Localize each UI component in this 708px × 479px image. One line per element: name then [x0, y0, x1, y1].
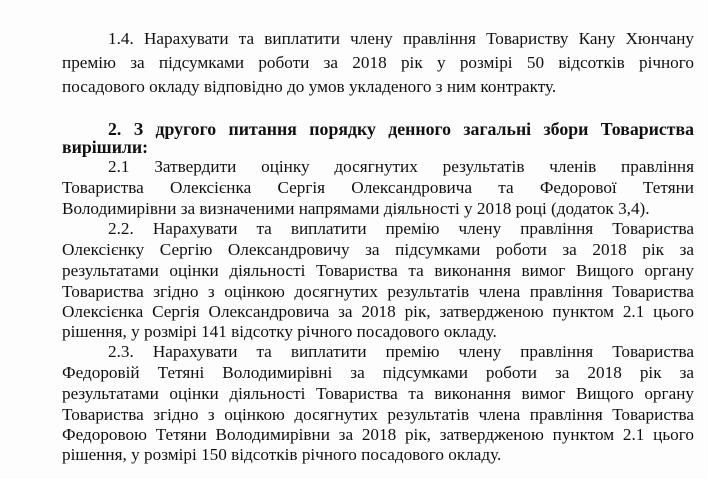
paragraph-line: посадового окладу відповідно до умов укладеного з ним контракту.	[62, 77, 557, 96]
paragraph-line: Федоровою Тетяни Володимирівни за 2018 рік, затвердженою пунктом 2.1 цього	[62, 425, 694, 444]
paragraph-line: рішення, у розмірі 141 відсотку річного посадового окладу.	[62, 322, 497, 341]
paragraph-line: Олексієнку Сергію Олександровичу за підсумками роботи за 2018 рік за	[62, 240, 694, 259]
paragraph-line: Товариства Олексієнка Сергія Олександровича та Федорової Тетяни	[62, 178, 694, 197]
paragraph-line: Федоровій Тетяні Володимирівні за підсумками роботи за 2018 рік за	[62, 363, 694, 382]
paragraph-line: 2.3. Нарахувати та виплатити премію члену правління Товариства	[108, 342, 694, 361]
paragraph-line: Товариства згідно з оцінкою досягнутих результатів члена правління Товариства	[62, 405, 694, 424]
paragraph-line: 1.4. Нарахувати та виплатити члену правління Товариству Кану Хюнчану	[108, 29, 694, 48]
paragraph-line: премію за підсумками роботи за 2018 рік у розмірі 50 відсотків річного	[62, 53, 694, 72]
heading-line: вирішили:	[62, 137, 149, 157]
paragraph-line: Олексієнка Сергія Олександровича за 2018 рік, затвердженою пунктом 2.1 цього	[62, 302, 694, 321]
paragraph-line: 2.2. Нарахувати та виплатити премію члену правління Товариства	[108, 219, 694, 238]
paragraph-line: 2.1 Затвердити оцінку досягнутих результатів членів правління	[108, 157, 694, 176]
heading-line: 2. З другого питання порядку денного загальні збори Товариства	[108, 119, 694, 139]
paragraph-line: Володимирівни за визначеними напрямами діяльності у 2018 році (додаток 3,4).	[62, 199, 650, 218]
paragraph-line: результатами оцінки діяльності Товариства та виконання вимог Вищого органу	[62, 384, 694, 403]
paragraph-line: Товариства згідно з оцінкою досягнутих результатів члена правління Товариства	[62, 282, 694, 301]
paragraph-line: результатами оцінки діяльності Товариства та виконання вимог Вищого органу	[62, 261, 694, 280]
paragraph-line: рішення, у розмірі 150 відсотків річного посадового окладу.	[62, 445, 502, 464]
